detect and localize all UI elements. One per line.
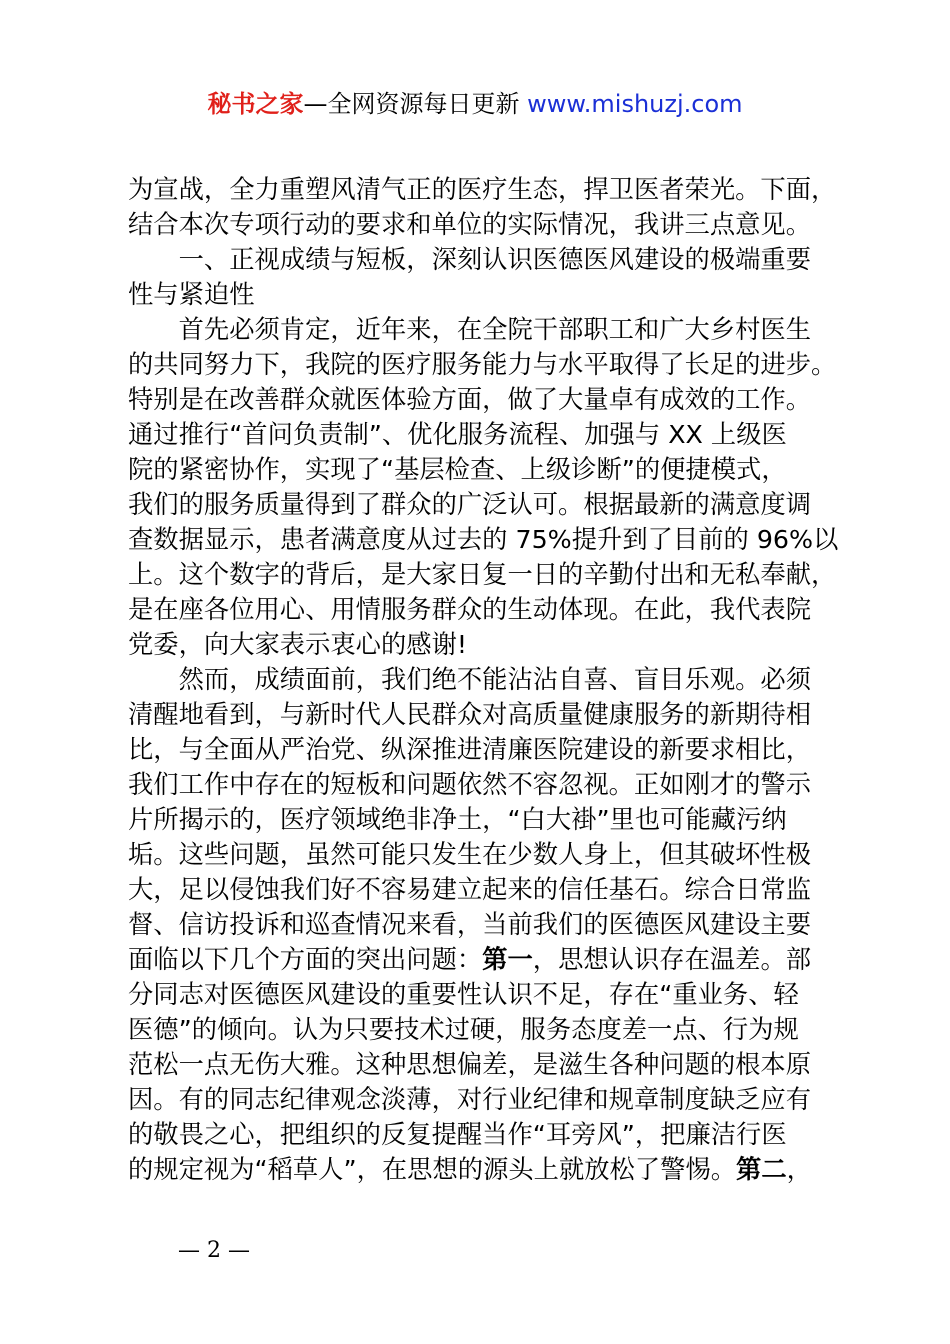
text-run: 大，足以侵蚀我们好不容易建立起来的信任基石。综合日常监: [128, 875, 812, 904]
text-run: 结合本次专项行动的要求和单位的实际情况，我讲三点意见。: [128, 210, 812, 239]
text-line: [128, 347, 838, 382]
text-run: 督、信访投诉和巡查情况来看，当前我们的医德医风建设主要: [128, 910, 812, 939]
text-line: [128, 907, 838, 942]
section-heading-text: 一、正视成绩与短板，深刻认识医德医风建设的极端重要: [128, 245, 812, 274]
text-run: 为宣战，全力重塑风清气正的医疗生态，捍卫医者荣光。下面，: [128, 175, 837, 204]
text-run: 的共同努力下，我院的医疗服务能力与水平取得了长足的进步。: [128, 350, 837, 379]
text-run: 然而，成绩面前，我们绝不能沾沾自喜、盲目乐观。必须: [128, 665, 812, 694]
text-line: [128, 697, 838, 732]
text-line: [128, 837, 838, 872]
text-line: [128, 767, 838, 802]
text-run: 党委，向大家表示衷心的感谢!: [128, 630, 468, 659]
text-line: [128, 1012, 838, 1047]
text-run: ，: [786, 1155, 812, 1184]
text-run: 医德”的倾向。认为只要技术过硬，服务态度差一点、行为规: [128, 1015, 799, 1044]
text-line: [128, 487, 838, 522]
site-header: [0, 88, 950, 120]
text-run: 院的紧密协作，实现了“基层检查、上级诊断”的便捷模式，: [128, 455, 787, 484]
section-heading-line: [128, 242, 838, 277]
text-line: [128, 802, 838, 837]
text-run: 范松一点无伤大雅。这种思想偏差，是滋生各种问题的根本原: [128, 1050, 812, 1079]
text-run: 我们的服务质量得到了群众的广泛认可。根据最新的满意度调: [128, 490, 812, 519]
text-run: ，思想认识存在温差。部: [532, 945, 812, 974]
document-body: [128, 172, 838, 1187]
text-line: [128, 1082, 838, 1117]
site-tagline: —全网资源每日更新: [303, 90, 520, 118]
text-run: 面临以下几个方面的突出问题：: [128, 945, 483, 974]
text-run: 通过推行“首问负责制”、优化服务流程、加强与 XX 上级医: [128, 420, 787, 449]
text-run: 因。有的同志纪律观念淡薄，对行业纪律和规章制度缺乏应有: [128, 1085, 812, 1114]
text-run: 首先必须肯定，近年来，在全院干部职工和广大乡村医生: [128, 315, 812, 344]
bold-marker-second: 第二: [736, 1155, 787, 1184]
text-run: 的敬畏之心，把组织的反复提醒当作“耳旁风”，把廉洁行医: [128, 1120, 787, 1149]
text-line: [128, 732, 838, 767]
text-line: [128, 452, 838, 487]
text-line: [128, 627, 838, 662]
text-line: [128, 312, 838, 347]
text-line: [128, 557, 838, 592]
site-brand: 秘书之家: [207, 90, 304, 118]
text-run: 上。这个数字的背后，是大家日复一日的辛勤付出和无私奉献，: [128, 560, 837, 589]
text-line: [128, 1152, 838, 1187]
text-line: [128, 417, 838, 452]
text-line: [128, 592, 838, 627]
text-line: [128, 872, 838, 907]
text-line: [128, 207, 838, 242]
text-line: [128, 662, 838, 697]
text-run: 清醒地看到，与新时代人民群众对高质量健康服务的新期待相: [128, 700, 812, 729]
site-url[interactable]: www.mishuzj.com: [527, 90, 743, 118]
text-line: [128, 977, 838, 1012]
text-line: [128, 172, 838, 207]
text-line: [128, 942, 838, 977]
page-number: — 2 —: [178, 1238, 250, 1263]
text-run: 分同志对医德医风建设的重要性认识不足，存在“重业务、轻: [128, 980, 799, 1009]
text-line: [128, 1117, 838, 1152]
section-heading-line: [128, 277, 838, 312]
text-line: [128, 382, 838, 417]
text-run: 是在座各位用心、用情服务群众的生动体现。在此，我代表院: [128, 595, 812, 624]
text-line: [128, 1047, 838, 1082]
text-run: 特别是在改善群众就医体验方面，做了大量卓有成效的工作。: [128, 385, 812, 414]
section-heading-text: 性与紧迫性: [128, 280, 255, 309]
text-run: 片所揭示的，医疗领域绝非净土，“白大褂”里也可能藏污纳: [128, 805, 787, 834]
bold-marker-first: 第一: [482, 945, 533, 974]
text-run: 查数据显示，患者满意度从过去的 75%提升到了目前的 96%以: [128, 525, 839, 554]
text-run: 的规定视为“稻草人”，在思想的源头上就放松了警惕。: [128, 1155, 737, 1184]
text-run: 我们工作中存在的短板和问题依然不容忽视。正如刚才的警示: [128, 770, 812, 799]
text-line: [128, 522, 838, 557]
text-run: 垢。这些问题，虽然可能只发生在少数人身上，但其破坏性极: [128, 840, 812, 869]
text-run: 比，与全面从严治党、纵深推进清廉医院建设的新要求相比，: [128, 735, 812, 764]
